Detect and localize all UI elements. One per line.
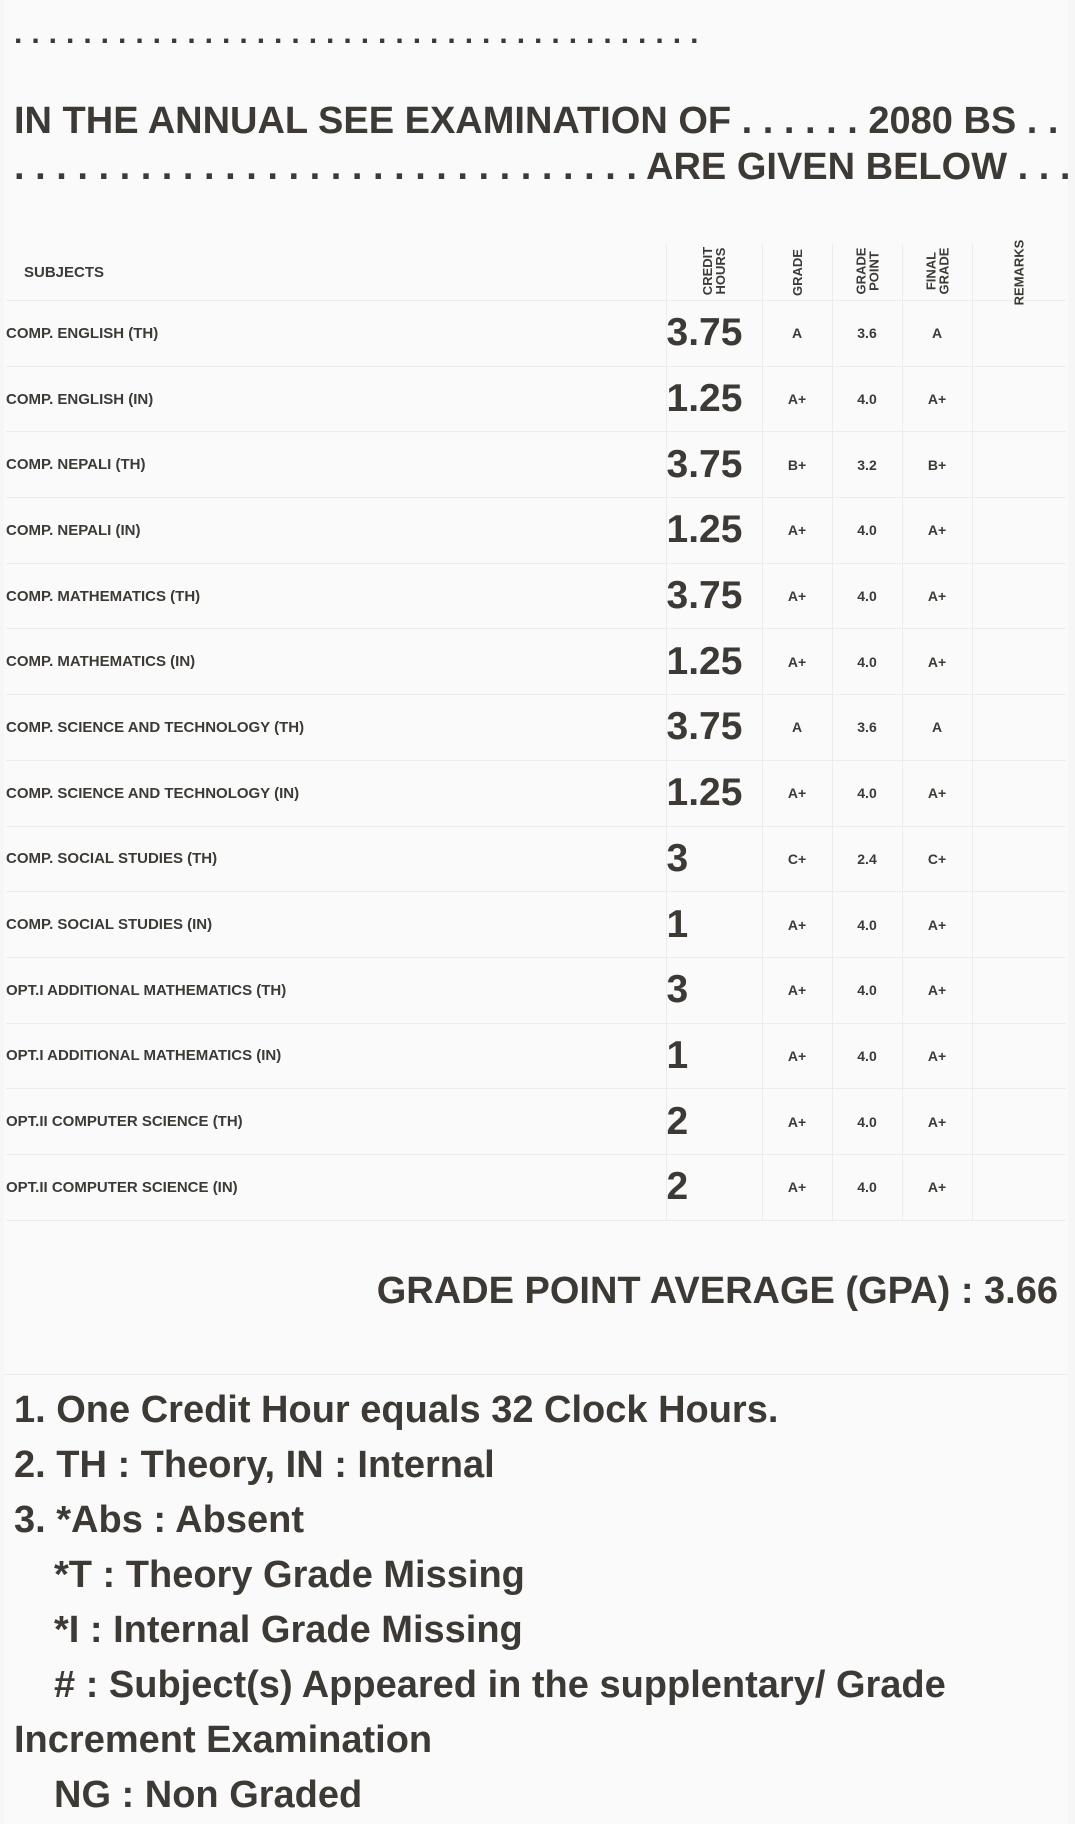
remarks-cell <box>972 1154 1066 1220</box>
subject-cell: OPT.II COMPUTER SCIENCE (TH) <box>6 1089 666 1155</box>
table-row <box>6 1154 1066 1220</box>
result-heading <box>14 98 1071 190</box>
remarks-cell <box>972 695 1066 761</box>
note-item: *T : Theory Grade Missing <box>54 1554 525 1596</box>
subject-cell: COMP. NEPALI (TH) <box>6 432 666 498</box>
credit-hours-cell: 3.75 <box>666 695 762 761</box>
credit-hours-cell: 3.75 <box>666 563 762 629</box>
divider <box>4 1374 1068 1375</box>
remarks-cell <box>972 498 1066 564</box>
grade-point-cell: 4.0 <box>832 366 902 432</box>
credit-hours-cell: 1.25 <box>666 629 762 695</box>
subject-cell: COMP. SOCIAL STUDIES (IN) <box>6 892 666 958</box>
grade-point-cell: 2.4 <box>832 826 902 892</box>
table-row <box>6 366 1066 432</box>
subject-cell: COMP. ENGLISH (TH) <box>6 301 666 367</box>
credit-hours-cell: 1.25 <box>666 498 762 564</box>
header-grade: GRADE <box>762 244 832 301</box>
header-grade-point: GRADE POINT <box>832 244 902 301</box>
header-remarks: REMARKS <box>972 244 1066 301</box>
remarks-cell <box>972 760 1066 826</box>
credit-hours-cell: 3 <box>666 957 762 1023</box>
remarks-cell <box>972 957 1066 1023</box>
subject-cell: COMP. MATHEMATICS (IN) <box>6 629 666 695</box>
table-row <box>6 1023 1066 1089</box>
grade-point-cell: 4.0 <box>832 1154 902 1220</box>
grade-point-cell: 4.0 <box>832 1089 902 1155</box>
table-row <box>6 629 1066 695</box>
note-item: *I : Internal Grade Missing <box>54 1609 523 1651</box>
notes-section <box>14 1383 1054 1823</box>
table-row <box>6 892 1066 958</box>
credit-hours-cell: 2 <box>666 1154 762 1220</box>
final-grade-cell: A+ <box>902 498 972 564</box>
subject-cell: OPT.II COMPUTER SCIENCE (IN) <box>6 1154 666 1220</box>
grade-point-cell: 4.0 <box>832 1023 902 1089</box>
grade-cell: A+ <box>762 760 832 826</box>
remarks-cell <box>972 301 1066 367</box>
credit-hours-cell: 1.25 <box>666 760 762 826</box>
grade-cell: A+ <box>762 1089 832 1155</box>
grade-point-cell: 3.2 <box>832 432 902 498</box>
note-item: 2. TH : Theory, IN : Internal <box>14 1444 495 1486</box>
grade-cell: A+ <box>762 957 832 1023</box>
note-item: 3. *Abs : Absent <box>14 1499 304 1541</box>
header-credit-hours: CREDIT HOURS <box>666 244 762 301</box>
result-sheet <box>4 0 1071 1824</box>
grade-cell: A+ <box>762 366 832 432</box>
note-item: NG : Non Graded <box>54 1774 363 1816</box>
grade-point-cell: 4.0 <box>832 957 902 1023</box>
grade-cell: A <box>762 695 832 761</box>
credit-hours-cell: 3 <box>666 826 762 892</box>
table-row <box>6 1089 1066 1155</box>
grade-point-cell: 3.6 <box>832 301 902 367</box>
table-row <box>6 432 1066 498</box>
subject-cell: COMP. MATHEMATICS (TH) <box>6 563 666 629</box>
grade-cell: C+ <box>762 826 832 892</box>
final-grade-cell: A+ <box>902 563 972 629</box>
remarks-cell <box>972 892 1066 958</box>
subject-cell: COMP. NEPALI (IN) <box>6 498 666 564</box>
remarks-cell <box>972 1089 1066 1155</box>
note-item: 1. One Credit Hour equals 32 Clock Hours. <box>14 1389 779 1431</box>
grade-cell: B+ <box>762 432 832 498</box>
final-grade-cell: A+ <box>902 892 972 958</box>
remarks-cell <box>972 366 1066 432</box>
grade-point-cell: 4.0 <box>832 563 902 629</box>
final-grade-cell: A+ <box>902 1089 972 1155</box>
table-row <box>6 301 1066 367</box>
subject-cell: COMP. ENGLISH (IN) <box>6 366 666 432</box>
subject-cell: OPT.I ADDITIONAL MATHEMATICS (TH) <box>6 957 666 1023</box>
table-body <box>6 301 1066 1221</box>
final-grade-cell: A+ <box>902 760 972 826</box>
header-subjects: SUBJECTS <box>6 244 666 301</box>
credit-hours-cell: 1 <box>666 892 762 958</box>
credit-hours-cell: 3.75 <box>666 301 762 367</box>
gpa-summary: GRADE POINT AVERAGE (GPA) : 3.66 <box>376 1270 1058 1312</box>
grade-cell: A <box>762 301 832 367</box>
table-header-row <box>6 244 1066 301</box>
credit-hours-cell: 1 <box>666 1023 762 1089</box>
grade-point-cell: 3.6 <box>832 695 902 761</box>
final-grade-cell: A <box>902 301 972 367</box>
subject-cell: COMP. SCIENCE AND TECHNOLOGY (IN) <box>6 760 666 826</box>
note-item: # : Subject(s) Appeared in the supplentary/ Grade Increment Examination <box>14 1664 946 1761</box>
table-row <box>6 498 1066 564</box>
subject-cell: OPT.I ADDITIONAL MATHEMATICS (IN) <box>6 1023 666 1089</box>
header-final-grade: FINAL GRADE <box>902 244 972 301</box>
table-row <box>6 826 1066 892</box>
credit-hours-cell: 2 <box>666 1089 762 1155</box>
grade-cell: A+ <box>762 892 832 958</box>
subject-cell: COMP. SCIENCE AND TECHNOLOGY (TH) <box>6 695 666 761</box>
final-grade-cell: A+ <box>902 1154 972 1220</box>
table-row <box>6 760 1066 826</box>
table-row <box>6 695 1066 761</box>
remarks-cell <box>972 432 1066 498</box>
final-grade-cell: A+ <box>902 957 972 1023</box>
subject-cell: COMP. SOCIAL STUDIES (TH) <box>6 826 666 892</box>
final-grade-cell: A <box>902 695 972 761</box>
grade-table <box>6 239 1066 1221</box>
grade-point-cell: 4.0 <box>832 629 902 695</box>
grade-cell: A+ <box>762 563 832 629</box>
final-grade-cell: A+ <box>902 1023 972 1089</box>
grade-cell: A+ <box>762 1154 832 1220</box>
heading-line-1: IN THE ANNUAL SEE EXAMINATION OF . . . . . . 2080 BS . . <box>14 100 1059 142</box>
grade-cell: A+ <box>762 629 832 695</box>
table-row <box>6 563 1066 629</box>
grade-point-cell: 4.0 <box>832 760 902 826</box>
grade-point-cell: 4.0 <box>832 892 902 958</box>
grade-cell: A+ <box>762 498 832 564</box>
grade-point-cell: 4.0 <box>832 498 902 564</box>
credit-hours-cell: 3.75 <box>666 432 762 498</box>
final-grade-cell: C+ <box>902 826 972 892</box>
remarks-cell <box>972 563 1066 629</box>
final-grade-cell: A+ <box>902 629 972 695</box>
remarks-cell <box>972 826 1066 892</box>
final-grade-cell: A+ <box>902 366 972 432</box>
table-row <box>6 957 1066 1023</box>
credit-hours-cell: 1.25 <box>666 366 762 432</box>
heading-line-2: . . . . . . . . . . . . . . . . . . . . . . . . . . . . . . ARE GIVEN BELOW . . . <box>14 146 1071 188</box>
remarks-cell <box>972 1023 1066 1089</box>
grade-cell: A+ <box>762 1023 832 1089</box>
dotted-line: ........................................ <box>14 17 708 50</box>
final-grade-cell: B+ <box>902 432 972 498</box>
remarks-cell <box>972 629 1066 695</box>
